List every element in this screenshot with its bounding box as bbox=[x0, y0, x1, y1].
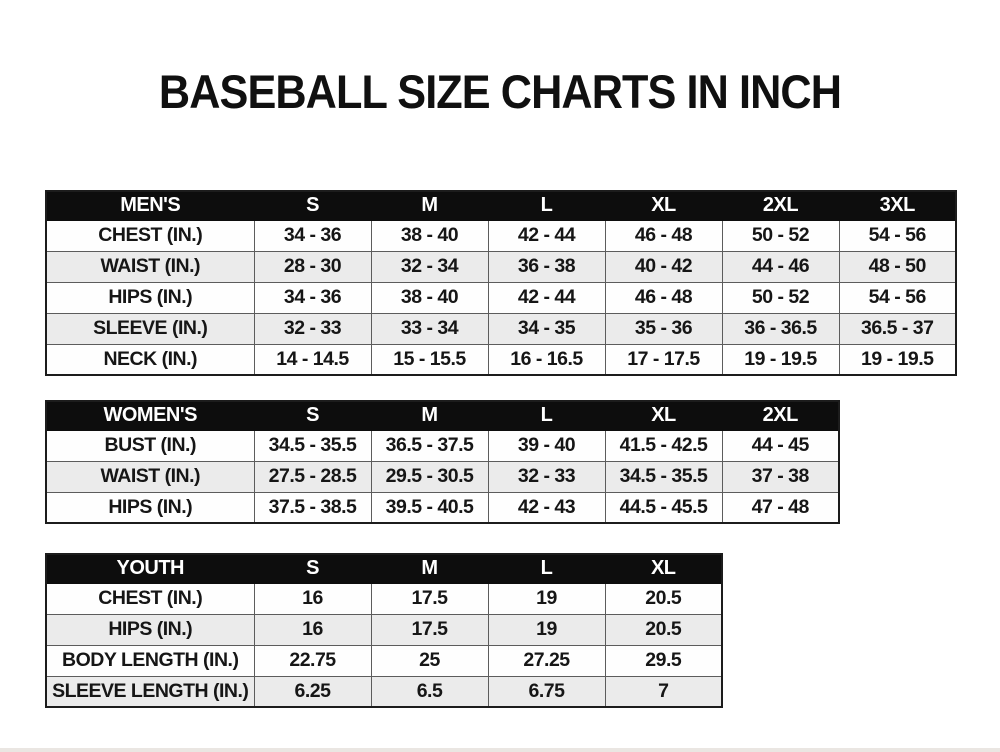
measurement-value-cell: 22.75 bbox=[254, 645, 371, 676]
measurement-value-cell: 28 - 30 bbox=[254, 251, 371, 282]
measurement-value-cell: 6.25 bbox=[254, 676, 371, 707]
measurement-value-cell: 44 - 45 bbox=[722, 430, 839, 461]
measurement-label-cell: SLEEVE LENGTH (IN.) bbox=[46, 676, 254, 707]
measurement-value-cell: 32 - 33 bbox=[488, 461, 605, 492]
measurement-value-cell: 17.5 bbox=[371, 583, 488, 614]
measurement-value-cell: 50 - 52 bbox=[722, 282, 839, 313]
measurement-value-cell: 36.5 - 37 bbox=[839, 313, 956, 344]
measurement-value-cell: 33 - 34 bbox=[371, 313, 488, 344]
size-column-header: XL bbox=[605, 554, 722, 583]
youth-size-table bbox=[45, 553, 723, 708]
measurement-value-cell: 7 bbox=[605, 676, 722, 707]
measurement-value-cell: 27.5 - 28.5 bbox=[254, 461, 371, 492]
measurement-value-cell: 20.5 bbox=[605, 614, 722, 645]
size-column-header: L bbox=[488, 401, 605, 430]
measurement-value-cell: 36 - 38 bbox=[488, 251, 605, 282]
size-column-header: M bbox=[371, 554, 488, 583]
measurement-value-cell: 16 bbox=[254, 614, 371, 645]
size-column-header: L bbox=[488, 554, 605, 583]
measurement-row bbox=[46, 645, 722, 676]
measurement-value-cell: 40 - 42 bbox=[605, 251, 722, 282]
measurement-row bbox=[46, 313, 956, 344]
measurement-value-cell: 32 - 34 bbox=[371, 251, 488, 282]
measurement-value-cell: 46 - 48 bbox=[605, 220, 722, 251]
measurement-label-cell: SLEEVE (IN.) bbox=[46, 313, 254, 344]
measurement-value-cell: 48 - 50 bbox=[839, 251, 956, 282]
measurement-row bbox=[46, 220, 956, 251]
measurement-row bbox=[46, 251, 956, 282]
measurement-row bbox=[46, 344, 956, 375]
measurement-label-cell: HIPS (IN.) bbox=[46, 492, 254, 523]
measurement-value-cell: 35 - 36 bbox=[605, 313, 722, 344]
measurement-row bbox=[46, 676, 722, 707]
measurement-value-cell: 15 - 15.5 bbox=[371, 344, 488, 375]
size-column-header: S bbox=[254, 554, 371, 583]
measurement-label-cell: HIPS (IN.) bbox=[46, 614, 254, 645]
measurement-label-cell: BODY LENGTH (IN.) bbox=[46, 645, 254, 676]
measurement-value-cell: 29.5 - 30.5 bbox=[371, 461, 488, 492]
measurement-value-cell: 20.5 bbox=[605, 583, 722, 614]
measurement-value-cell: 34 - 36 bbox=[254, 220, 371, 251]
measurement-value-cell: 36 - 36.5 bbox=[722, 313, 839, 344]
size-header-row bbox=[46, 191, 956, 220]
measurement-value-cell: 38 - 40 bbox=[371, 282, 488, 313]
size-column-header: XL bbox=[605, 191, 722, 220]
measurement-value-cell: 16 - 16.5 bbox=[488, 344, 605, 375]
womens-size-table bbox=[45, 400, 840, 524]
mens-size-table bbox=[45, 190, 957, 376]
measurement-value-cell: 6.75 bbox=[488, 676, 605, 707]
measurement-value-cell: 16 bbox=[254, 583, 371, 614]
measurement-value-cell: 34.5 - 35.5 bbox=[254, 430, 371, 461]
measurement-value-cell: 42 - 44 bbox=[488, 282, 605, 313]
measurement-value-cell: 50 - 52 bbox=[722, 220, 839, 251]
measurement-value-cell: 46 - 48 bbox=[605, 282, 722, 313]
table-title-cell: YOUTH bbox=[46, 554, 254, 583]
size-column-header: M bbox=[371, 401, 488, 430]
size-header-row bbox=[46, 554, 722, 583]
measurement-value-cell: 44.5 - 45.5 bbox=[605, 492, 722, 523]
table-title-cell: WOMEN'S bbox=[46, 401, 254, 430]
measurement-value-cell: 42 - 44 bbox=[488, 220, 605, 251]
measurement-value-cell: 37.5 - 38.5 bbox=[254, 492, 371, 523]
page-title: BASEBALL SIZE CHARTS IN INCH bbox=[158, 65, 842, 118]
measurement-value-cell: 54 - 56 bbox=[839, 282, 956, 313]
measurement-value-cell: 19 bbox=[488, 583, 605, 614]
size-column-header: M bbox=[371, 191, 488, 220]
measurement-row bbox=[46, 430, 839, 461]
measurement-row bbox=[46, 583, 722, 614]
measurement-row bbox=[46, 492, 839, 523]
size-column-header: S bbox=[254, 191, 371, 220]
page-bottom-strip bbox=[0, 748, 1000, 752]
measurement-value-cell: 34 - 36 bbox=[254, 282, 371, 313]
measurement-value-cell: 14 - 14.5 bbox=[254, 344, 371, 375]
measurement-value-cell: 42 - 43 bbox=[488, 492, 605, 523]
measurement-row bbox=[46, 461, 839, 492]
measurement-value-cell: 19 - 19.5 bbox=[722, 344, 839, 375]
measurement-value-cell: 27.25 bbox=[488, 645, 605, 676]
measurement-value-cell: 32 - 33 bbox=[254, 313, 371, 344]
size-column-header: L bbox=[488, 191, 605, 220]
measurement-value-cell: 37 - 38 bbox=[722, 461, 839, 492]
size-column-header: 3XL bbox=[839, 191, 956, 220]
measurement-label-cell: HIPS (IN.) bbox=[46, 282, 254, 313]
measurement-row bbox=[46, 282, 956, 313]
size-column-header: S bbox=[254, 401, 371, 430]
measurement-value-cell: 36.5 - 37.5 bbox=[371, 430, 488, 461]
measurement-value-cell: 19 bbox=[488, 614, 605, 645]
size-header-row bbox=[46, 401, 839, 430]
measurement-value-cell: 44 - 46 bbox=[722, 251, 839, 282]
measurement-value-cell: 34 - 35 bbox=[488, 313, 605, 344]
measurement-value-cell: 39 - 40 bbox=[488, 430, 605, 461]
measurement-value-cell: 25 bbox=[371, 645, 488, 676]
size-column-header: XL bbox=[605, 401, 722, 430]
measurement-row bbox=[46, 614, 722, 645]
measurement-value-cell: 38 - 40 bbox=[371, 220, 488, 251]
measurement-value-cell: 29.5 bbox=[605, 645, 722, 676]
table-title-cell: MEN'S bbox=[46, 191, 254, 220]
measurement-value-cell: 41.5 - 42.5 bbox=[605, 430, 722, 461]
measurement-label-cell: WAIST (IN.) bbox=[46, 251, 254, 282]
measurement-label-cell: NECK (IN.) bbox=[46, 344, 254, 375]
measurement-value-cell: 6.5 bbox=[371, 676, 488, 707]
measurement-value-cell: 34.5 - 35.5 bbox=[605, 461, 722, 492]
measurement-label-cell: CHEST (IN.) bbox=[46, 220, 254, 251]
measurement-value-cell: 39.5 - 40.5 bbox=[371, 492, 488, 523]
measurement-value-cell: 54 - 56 bbox=[839, 220, 956, 251]
measurement-value-cell: 19 - 19.5 bbox=[839, 344, 956, 375]
measurement-value-cell: 47 - 48 bbox=[722, 492, 839, 523]
measurement-value-cell: 17.5 bbox=[371, 614, 488, 645]
size-column-header: 2XL bbox=[722, 191, 839, 220]
size-column-header: 2XL bbox=[722, 401, 839, 430]
measurement-label-cell: CHEST (IN.) bbox=[46, 583, 254, 614]
measurement-value-cell: 17 - 17.5 bbox=[605, 344, 722, 375]
measurement-label-cell: BUST (IN.) bbox=[46, 430, 254, 461]
measurement-label-cell: WAIST (IN.) bbox=[46, 461, 254, 492]
